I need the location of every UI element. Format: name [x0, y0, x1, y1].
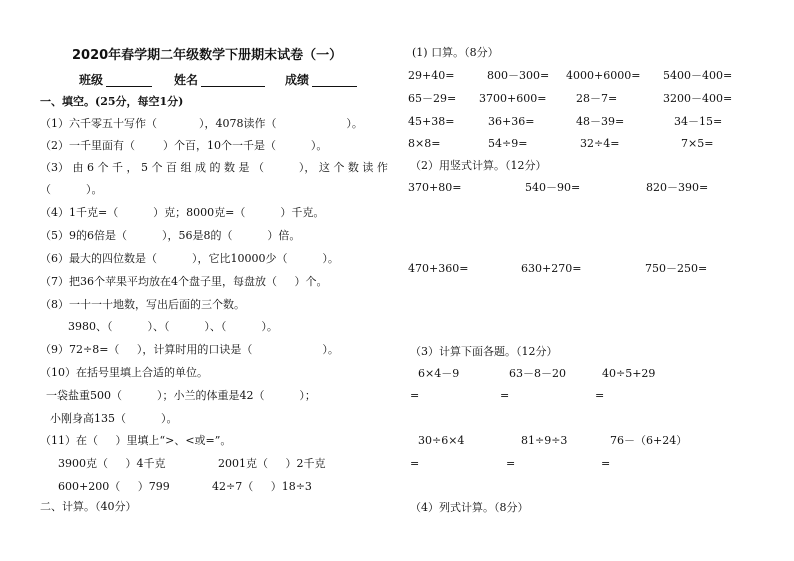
question-10: （10）在括号里填上合适的单位。 — [40, 366, 208, 379]
class-blank — [106, 86, 152, 87]
vertical-item: 370+80= — [408, 181, 462, 194]
question-11: （11）在（ ）里填上“>、<或=”。 — [40, 434, 232, 447]
compare-2: 2001克（ ）2千克 — [218, 457, 326, 470]
question-3: （3） 由 6 个 千 ， 5 个 百 组 成 的 数 是 （ ）， 这 个 数 读 作 — [40, 161, 388, 174]
mixed-item: 63－8－20 — [509, 367, 566, 380]
score-blank — [312, 86, 357, 87]
question-10-line-2: 小刚身高135（ ）。 — [50, 412, 178, 425]
compare-4: 42÷7（ ）18÷3 — [212, 480, 312, 493]
vertical-item: 750－250= — [645, 262, 708, 275]
oral-item: 5400－400= — [663, 69, 733, 82]
vertical-item: 630+270= — [521, 262, 582, 275]
oral-item: 48－39= — [576, 115, 625, 128]
class-label: 班级 — [79, 73, 104, 87]
section-calc-heading: 二、计算。（40分） — [40, 500, 137, 513]
oral-item: 3200－400= — [663, 92, 733, 105]
mixed-calc-heading: （3）计算下面各题。（12分） — [410, 345, 558, 358]
question-8-sequence: 3980、（ ）、（ ）、（ ）。 — [68, 320, 278, 333]
oral-calc-heading: (1) 口算。（8分） — [412, 46, 499, 59]
equals-sign: = — [410, 457, 420, 470]
oral-item: 800－300= — [487, 69, 550, 82]
equals-sign: = — [410, 389, 420, 402]
mixed-item: 40÷5+29 — [602, 367, 656, 380]
question-8: （8）一十一十地数，写出后面的三个数。 — [40, 298, 245, 311]
equals-sign: = — [601, 457, 611, 470]
question-2: （2）一千里面有（ ）个百，10个一千是（ ）。 — [40, 139, 328, 152]
oral-item: 4000+6000= — [566, 69, 641, 82]
page-title: 2020年春学期二年级数学下册期末试卷（一） — [72, 48, 343, 63]
oral-item: 54÷9= — [488, 137, 528, 150]
question-4: （4）1千克=（ ）克；8000克=（ ）千克。 — [40, 206, 325, 219]
section-fill-in-heading: 一、填空。(25分，每空1分) — [40, 95, 184, 108]
compare-1: 3900克（ ）4千克 — [58, 457, 166, 470]
oral-item: 65－29= — [408, 92, 457, 105]
oral-item: 29+40= — [408, 69, 455, 82]
name-label: 姓名 — [174, 73, 199, 87]
question-5: （5）9的6倍是（ ），56是8的（ ）倍。 — [40, 229, 301, 242]
question-1: （1）六千零五十写作（ ），4078读作（ ）。 — [40, 117, 363, 130]
question-10-line-1: 一袋盐重500（ ）；小兰的体重是42（ ）； — [46, 389, 316, 402]
mixed-item: 30÷6×4 — [418, 434, 465, 447]
oral-item: 28－7= — [576, 92, 618, 105]
oral-item: 8×8= — [408, 137, 441, 150]
name-blank — [201, 86, 265, 87]
oral-item: 7×5= — [681, 137, 714, 150]
mixed-item: 6×4－9 — [418, 367, 460, 380]
mixed-item: 81÷9÷3 — [521, 434, 568, 447]
equals-sign: = — [595, 389, 605, 402]
question-3-cont: （ ）。 — [40, 183, 103, 196]
oral-item: 45+38= — [408, 115, 455, 128]
question-9: （9）72÷8=（ ），计算时用的口诀是（ ）。 — [40, 343, 339, 356]
oral-item: 32÷4= — [580, 137, 620, 150]
mixed-item: 76－（6+24） — [610, 434, 688, 447]
vertical-item: 470+360= — [408, 262, 469, 275]
question-6: （6）最大的四位数是（ ），它比10000少（ ）。 — [40, 252, 339, 265]
equals-sign: = — [500, 389, 510, 402]
vertical-calc-heading: （2）用竖式计算。（12分） — [410, 159, 547, 172]
word-calc-heading: （4）列式计算。（8分） — [410, 501, 529, 514]
score-label: 成绩 — [285, 73, 310, 87]
oral-item: 36+36= — [488, 115, 535, 128]
vertical-item: 540－90= — [525, 181, 581, 194]
vertical-item: 820－390= — [646, 181, 709, 194]
oral-item: 34－15= — [674, 115, 723, 128]
compare-3: 600+200（ ）799 — [58, 480, 170, 493]
question-7: （7）把36个苹果平均放在4个盘子里，每盘放（ ）个。 — [40, 275, 328, 288]
equals-sign: = — [506, 457, 516, 470]
oral-item: 3700+600= — [479, 92, 547, 105]
